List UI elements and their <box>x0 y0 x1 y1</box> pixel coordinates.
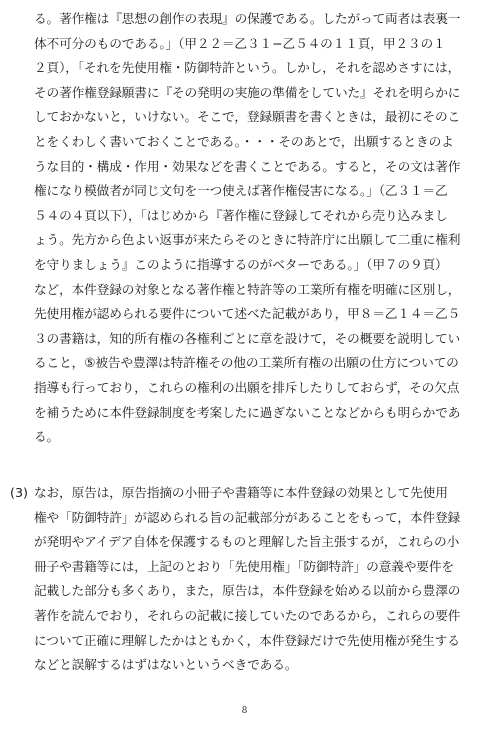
text-line: 先使用権が認められる要件について述べた記載があり，甲８＝乙１４＝乙５ <box>34 306 461 322</box>
text-line: 権や「防御特許」が認められる旨の記載部分があることをもって，本件登録 <box>34 509 461 525</box>
text-line: 著作を読んでおり，それらの記載に接していたのであるから，これらの要件 <box>34 607 461 623</box>
text-line: ２頁），「それを先使用権・防御特許という。しかし，それを認めさすには， <box>34 60 461 76</box>
text-line: について正確に理解したかはともかく，本件登録だけで先使用権が発生する <box>34 632 460 648</box>
section-number: (3) <box>10 485 28 500</box>
text-line: その著作権登録願書に『その発明の実施の準備をしていた』それを明らかに <box>34 84 461 100</box>
text-line: を補うために本件登録制度を考案したに過ぎないことなどからも明らかであ <box>34 404 461 420</box>
text-line: る。著作権は『思想の創作の表現』の保護である。したがって両者は表裏一 <box>34 11 461 26</box>
text-line: などと誤解するはずはないというべきである。 <box>34 657 298 673</box>
text-line: など，本件登録の対象となる著作権と特許等の工業所有権を明確に区別し， <box>34 281 461 297</box>
text-line: 冊子や書籍等には，上記のとおり「先使用権」「防御特許」の意義や要件を <box>34 558 454 574</box>
paragraph-continuation <box>34 7 474 450</box>
text-line: しておかないと，いけない。そこで，登録願書を書くときは，最初にそのこ <box>34 109 461 125</box>
text-line: 指導も行っており，これらの権利の出願を排斥したりしておらず，その欠点 <box>34 379 460 395</box>
text-line: 記載した部分も多くあり，また，原告は，本件登録を始める以前から豊澤の <box>34 583 461 599</box>
text-line: る。 <box>34 429 60 445</box>
text-line: ５４の４頁以下），「はじめから『著作権に登録してそれから売り込みまし <box>34 207 448 223</box>
page-number: 8 <box>241 706 248 716</box>
text-line: ３の書籍は，知的所有権の各権利ごとに章を設けて，その概要を説明してい <box>34 330 461 346</box>
text-line: とをくわしく書いておくことである。・・・そのあとで，出願するときのよ <box>34 133 454 149</box>
text-line: なお，原告は，原告指摘の小冊子や書籍等に本件登録の効果として先使用 <box>34 485 448 500</box>
text-line: うな目的・構成・作用・効果などを書くことである。すると，その文は著作 <box>34 158 461 174</box>
text-line: を守りましょう』このように指導するのがベターである。」（甲７の９頁） <box>34 256 448 272</box>
text-line: 体不可分のものである。」（甲２２＝乙３１−乙５４の１１頁，甲２３の１ <box>34 35 446 51</box>
text-line: 権になり模做者が同じ文句を一つ使えば著作権侵害になる。」（乙３１＝乙 <box>34 183 448 199</box>
text-line: ること，⑤被告や豊澤は特許権その他の工業所有権の出願の仕方についての <box>34 355 459 371</box>
text-line: が発明やアイデア自体を保護するものと理解した旨主張するが，これらの小 <box>34 534 460 550</box>
section-body <box>34 481 480 678</box>
text-line: ょう。先方から色よい返事が来たらそのときに特許庁に出願して二重に権利 <box>34 232 461 248</box>
